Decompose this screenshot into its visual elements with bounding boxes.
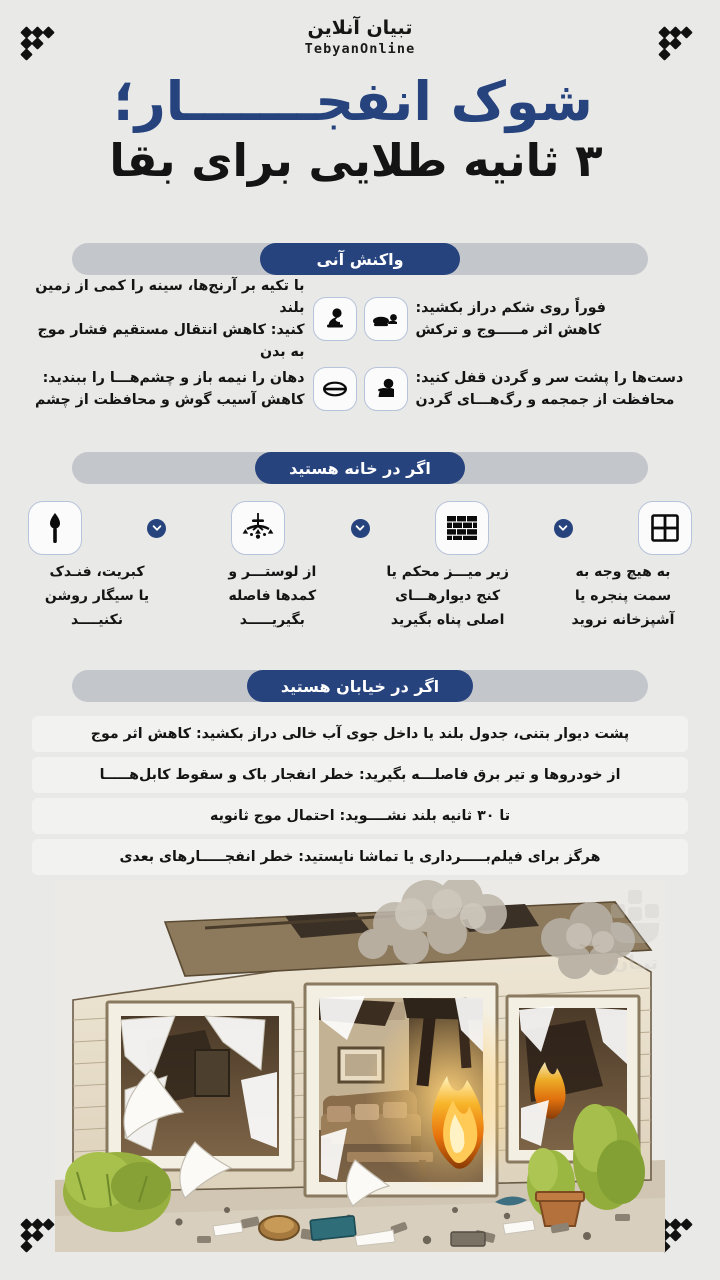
street-rule-item-4: هرگز برای فیلم‌بـــــرداری یا تماشا نایستید: خطر انفجـــــارهای بعدی [32,839,688,875]
reaction-row-1-left-line-2: کنید: کاهش انتقال مستقیم فشار موج به بدن [37,322,305,360]
reaction-row-1-left-line-1: با تکیه بر آرنج‌ها، سینه را کمی از زمین بلند [35,278,305,316]
street-rule-item-2: از خودروها و تیر برق فاصلـــه بگیرید: خطر انفجار باک و سقوط کابل‌هـــــا [32,757,688,793]
person-lying-prone-icon [364,297,408,341]
destroyed-house-explosion-illustration [55,880,665,1252]
street-rule-item-3: تا ۳۰ ثانیه بلند نشــــوید: احتمال موج ثانویه [32,798,688,834]
title-line-2: ۳ ثانیه طلایی برای بقا [109,134,603,188]
at-home-text-columns [22,560,698,632]
at-home-col-2-line-3: اصلی پناه بگیرید [390,612,505,629]
at-home-col-1-line-1: به هیچ وجه به [575,564,671,580]
chevron-down-icon-1 [554,519,573,538]
at-home-col-2-line-1: زیر میـــز محکم یا [386,564,509,580]
at-home-column-2 [373,560,523,632]
person-on-elbows-icon [313,297,357,341]
corner-decoration-bottom-right [660,1220,698,1254]
immediate-reaction-row-2 [22,358,698,420]
reaction-row-1-left-text [22,275,313,363]
at-home-column-4 [22,560,172,632]
at-home-col-4-line-3: نکنیــــد [70,612,124,629]
at-home-col-1-line-3: آشپزخانه نروید [571,612,675,629]
section-title-in-street: اگر در خیابان هستید [247,670,473,702]
section-header-in-street [72,670,648,702]
window-grid-icon [638,501,692,555]
page-title [0,72,720,188]
reaction-row-2-right-text [408,367,699,411]
at-home-column-3 [197,560,347,632]
reaction-row-1-right-text [408,297,699,341]
at-home-col-3-line-3: بگیریـــــد [239,612,305,629]
section-title-immediate-reaction: واکنش آنی [260,243,460,275]
reaction-row-2-left-line-2: کاهش آسیب گوش و محافظت از چشم [34,392,305,408]
at-home-icon-strip [28,500,692,556]
at-home-col-2-line-2: کنج دیوارهـــای [395,588,501,605]
reaction-row-2-left-line-1: دهان را نیمه باز و چشم‌هـــا را ببندید: [42,370,305,386]
brand-logo [0,18,720,57]
chevron-down-icon-3 [147,519,166,538]
reaction-row-2-right-line-1: دست‌ها را پشت سر و گردن قفل کنید: [415,370,684,386]
reaction-row-2-icons [313,367,408,411]
section-header-immediate-reaction [72,243,648,275]
section-title-at-home: اگر در خانه هستید [255,452,465,484]
at-home-col-3-line-1: از لوستـــر و [228,564,317,580]
title-line-1: شوک انفجـــــــار؛ [113,70,593,133]
chevron-down-icon-2 [351,519,370,538]
reaction-row-2-left-text [22,367,313,411]
at-home-col-3-line-2: کمدها فاصله [228,588,317,605]
section-header-at-home [72,452,648,484]
at-home-col-4-line-1: کبریت، فنـدک [49,564,145,580]
reaction-row-2-right-line-2: محافظت از جمجمه و رگ‌هـــای گردن [415,392,675,408]
brand-logo-farsi: تبیان آنلاین [307,17,413,39]
flame-lighter-icon [28,501,82,555]
at-home-col-4-line-2: یا سیگار روشن [44,588,150,605]
brick-wall-icon [435,501,489,555]
chandelier-icon [231,501,285,555]
reaction-row-1-icons [313,297,408,341]
brand-logo-latin: TebyanOnline [304,40,416,57]
reaction-row-1-right-line-1: فوراً روی شکم دراز بکشید: [415,300,606,316]
street-rule-item-1: پشت دیوار بتنی، جدول بلند یا داخل جوی آب خالی دراز بکشید: کاهش اثر موج [32,716,688,752]
person-covering-head-icon [364,367,408,411]
at-home-col-1-line-2: سمت پنجره یا [574,588,672,605]
at-home-column-1 [548,560,698,632]
watermark-text: تبیان [612,952,658,974]
reaction-row-1-right-line-2: کاهش اثر مـــــوج و ترکش [415,322,602,338]
immediate-reaction-row-1 [22,278,698,360]
open-mouth-icon [313,367,357,411]
